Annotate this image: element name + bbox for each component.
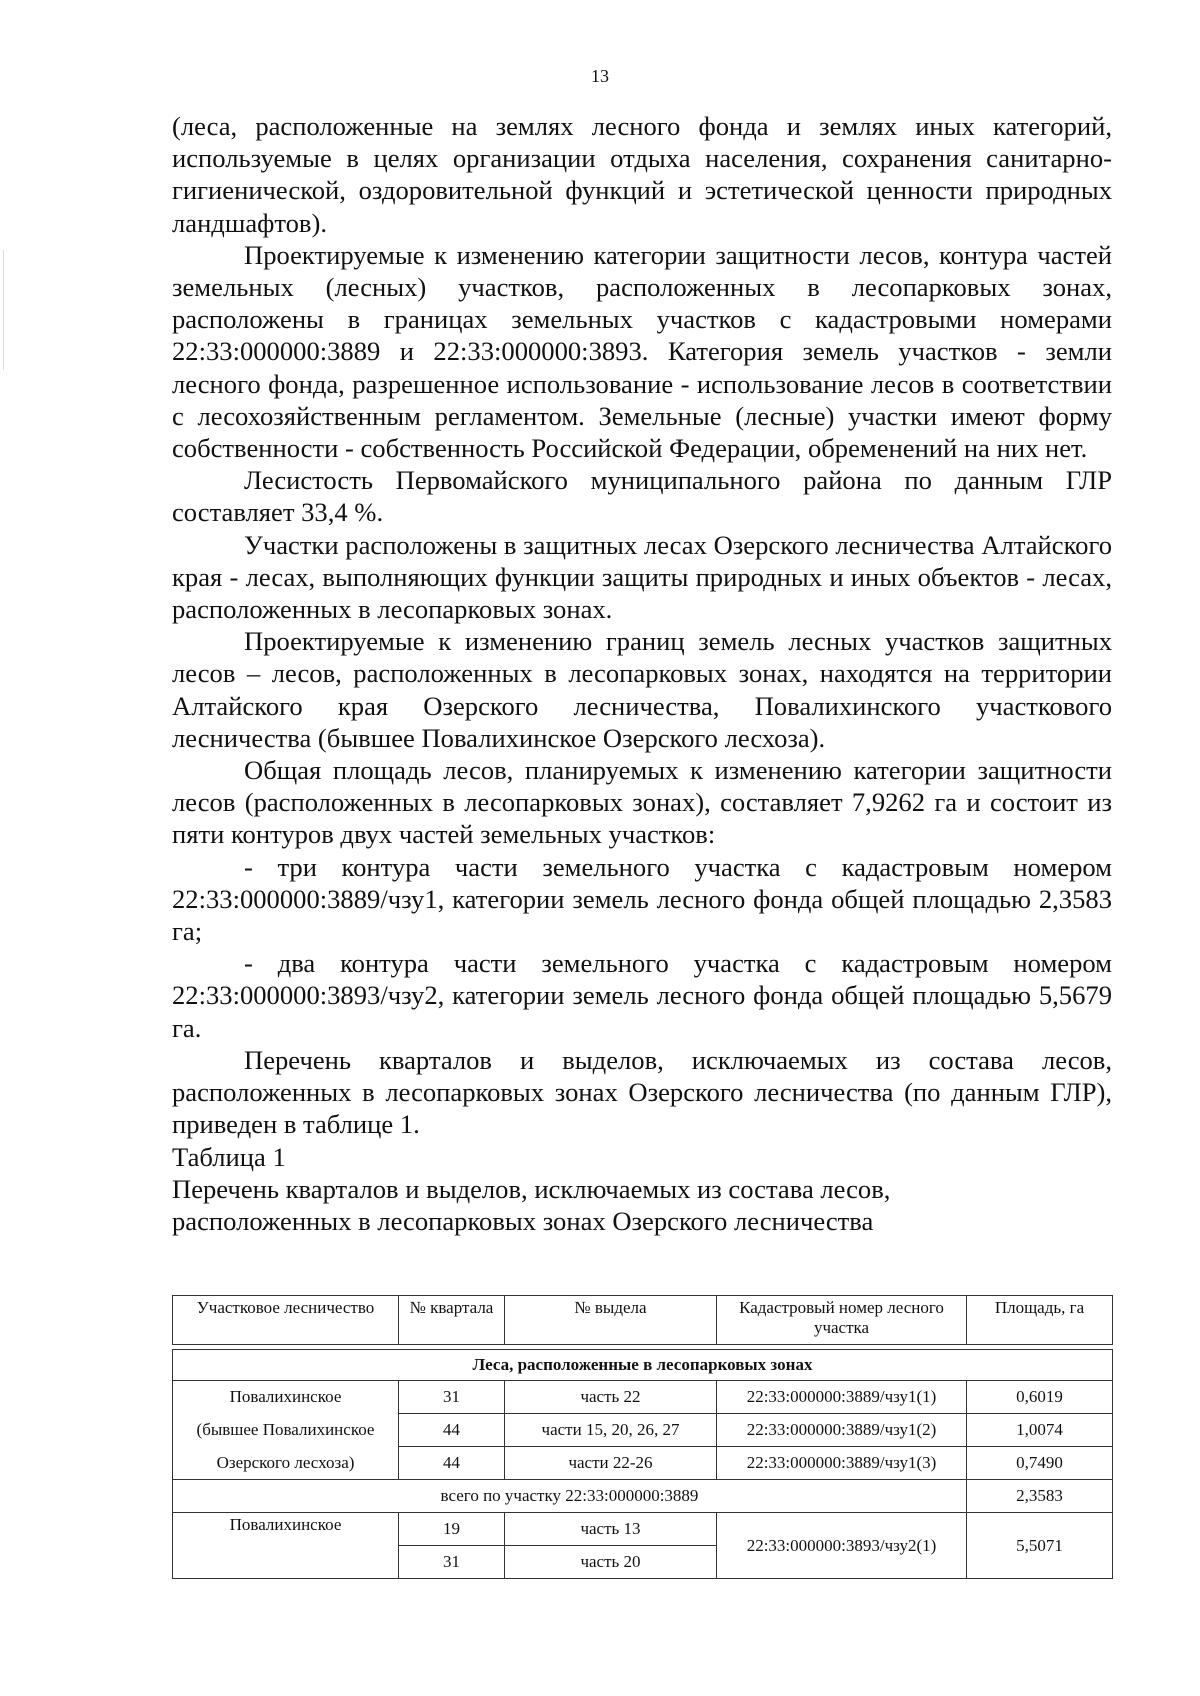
paragraph: Перечень кварталов и выделов, исключаемых из состава лесов, расположенных в лесопарковых зонах Озерского лесничества (по данным ГЛР), приведен в таблице 1. [172, 1044, 1112, 1140]
vydel-cell: часть 22 [505, 1381, 717, 1414]
area-cell: 0,6019 [967, 1381, 1113, 1414]
table-row [173, 1447, 1113, 1480]
kvartal-cell: 31 [399, 1381, 505, 1414]
section-title: Леса, расположенные в лесопарковых зонах [173, 1350, 1113, 1381]
table-row [173, 1381, 1113, 1414]
area-cell: 1,0074 [967, 1414, 1113, 1447]
table-label: Таблица 1 [172, 1141, 286, 1172]
subtotal-row [173, 1480, 1113, 1513]
column-header: Участковое лесничество [173, 1296, 399, 1345]
subtotal-area: 2,3583 [967, 1480, 1113, 1513]
table-header-row [173, 1296, 1113, 1345]
forest-parcels-table [172, 1295, 1113, 1579]
table-title [172, 1173, 1112, 1237]
table-row [173, 1513, 1113, 1546]
cadastral-cell: 22:33:000000:3889/чзу1(2) [717, 1414, 967, 1447]
body-text [172, 110, 1112, 1237]
cadastral-cell: 22:33:000000:3889/чзу1(3) [717, 1447, 967, 1480]
list-item: - два контура части земельного участка с кадастровым номером 22:33:000000:3893/чзу2, категории земель лесного фонда общей площадью 5,5679 га. [172, 948, 1112, 1043]
lesnichestvo-cell: Озерского лесхоза) [173, 1447, 399, 1480]
subtotal-label: всего по участку 22:33:000000:3889 [173, 1480, 967, 1513]
cadastral-cell: 22:33:000000:3893/чзу2(1) [717, 1513, 967, 1579]
lesnichestvo-cell: Повалихинское [173, 1513, 399, 1579]
paragraph: Участки расположены в защитных лесах Озерского лесничества Алтайского края - лесах, выполняющих функции защиты природных и иных объектов - лесах, расположенных в лесопарковых зонах. [172, 529, 1112, 625]
cadastral-cell: 22:33:000000:3889/чзу1(1) [717, 1381, 967, 1414]
vydel-cell: части 15, 20, 26, 27 [505, 1414, 717, 1447]
page-number: 13 [591, 66, 609, 86]
vydel-cell: часть 13 [505, 1513, 717, 1546]
kvartal-cell: 44 [399, 1414, 505, 1447]
column-header: Площадь, га [967, 1296, 1113, 1345]
column-header: № квартала [399, 1296, 505, 1345]
table-row [173, 1414, 1113, 1447]
kvartal-cell: 44 [399, 1447, 505, 1480]
table-title-line: расположенных в лесопарковых зонах Озерского лесничества [172, 1205, 874, 1236]
kvartal-cell: 31 [399, 1546, 505, 1579]
paragraph: Проектируемые к изменению категории защитности лесов, контура частей земельных (лесных) участков, расположенных в лесопарковых зонах, расположены в границах земельных участков с кадастровыми номерами 22:33:000000:3889 и 22:33:000000:3893. Категория земель участков - земли лесного фонда, разрешенное использование - использование лесов в соответствии с лесохозяйственным регламентом. Земельные (лесные) участки имеют форму собственности - собственность Российской Федерации, обременений на них нет. [172, 239, 1112, 464]
list-item: - три контура части земельного участка с кадастровым номером 22:33:000000:3889/чзу1, категории земель лесного фонда общей площадью 2,3583 га; [172, 851, 1112, 947]
column-header: Кадастровый номер лесного участка [717, 1296, 967, 1345]
vydel-cell: части 22-26 [505, 1447, 717, 1480]
paragraph: Лесистость Первомайского муниципального района по данным ГЛР составляет 33,4 %. [172, 465, 1112, 528]
area-cell: 0,7490 [967, 1447, 1113, 1480]
area-cell: 5,5071 [967, 1513, 1113, 1579]
vydel-cell: часть 20 [505, 1546, 717, 1579]
paragraph: Общая площадь лесов, планируемых к изменению категории защитности лесов (расположенных в лесопарковых зонах), составляет 7,9262 га и состоит из пяти контуров двух частей земельных участков: [172, 755, 1112, 850]
paragraph: Проектируемые к изменению границ земель лесных участков защитных лесов – лесов, расположенных в лесопарковых зонах, находятся на территории Алтайского края Озерского лесничества, Повалихинского участкового лесничества (бывшее Повалихинское Озерского лесхоза). [172, 626, 1112, 753]
table-title-line: Перечень кварталов и выделов, исключаемых из состава лесов, [172, 1173, 891, 1204]
paragraph: (леса, расположенные на землях лесного фонда и землях иных категорий, используемые в целях организации отдыха населения, сохранения санитарно-гигиенической, оздоровительной функций и эстетической ценности природных ландшафтов). [172, 111, 1112, 238]
lesnichestvo-cell: Повалихинское [173, 1381, 399, 1414]
lesnichestvo-cell: (бывшее Повалихинское [173, 1414, 399, 1447]
table-section-row [173, 1350, 1113, 1381]
column-header: № выдела [505, 1296, 717, 1345]
kvartal-cell: 19 [399, 1513, 505, 1546]
scan-margin-line [3, 250, 4, 370]
